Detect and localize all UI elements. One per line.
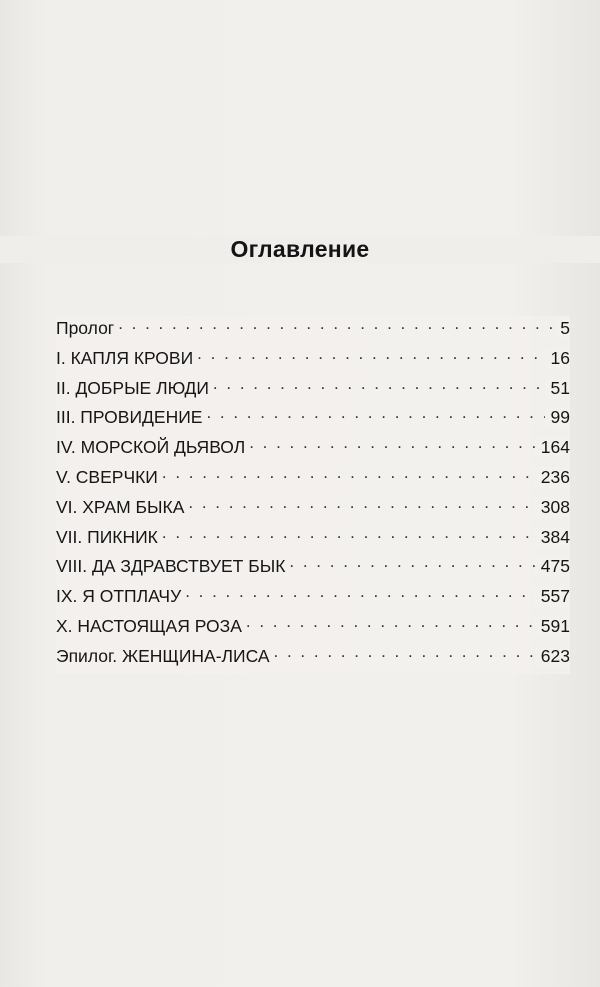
- toc-dot-leader: [197, 346, 544, 364]
- toc-entry-page: 164: [535, 437, 570, 458]
- toc-entry-title: Пролог: [56, 318, 115, 338]
- toc-entry-title: X. НАСТОЯЩАЯ РОЗА: [56, 615, 242, 636]
- toc-entry: [56, 495, 570, 525]
- toc-entry: [56, 435, 570, 465]
- toc-entry-title: V. СВЕРЧКИ: [56, 466, 158, 487]
- show-through-text-top: [40, 30, 582, 222]
- toc-entry: [56, 614, 570, 644]
- toc-heading: [0, 236, 600, 263]
- toc-entry-title: VI. ХРАМ БЫКА: [56, 496, 185, 517]
- toc-entry-title: II. ДОБРЫЕ ЛЮДИ: [56, 377, 209, 398]
- toc-entry: [56, 584, 570, 614]
- toc-entry: [56, 405, 570, 435]
- toc-dot-leader: [162, 525, 535, 543]
- toc-dot-leader: [162, 465, 535, 483]
- toc-entry-page: 99: [545, 407, 570, 428]
- toc-dot-leader: [188, 495, 534, 513]
- toc-entry-page: 236: [535, 467, 570, 488]
- toc-entry-title: III. ПРОВИДЕНИЕ: [56, 407, 203, 428]
- toc-entry-title: VIII. ДА ЗДРАВСТВУЕТ БЫК: [56, 556, 286, 577]
- toc-dot-leader: [185, 584, 535, 602]
- toc-heading-text: Оглавление: [216, 236, 383, 262]
- toc-dot-leader: [206, 405, 544, 423]
- toc-entry-title: I. КАПЛЯ КРОВИ: [56, 347, 194, 368]
- toc-entry: [56, 376, 570, 406]
- toc-entry-page: 308: [535, 497, 570, 518]
- toc-dot-leader: [246, 614, 535, 632]
- toc-entry-page: 384: [535, 527, 570, 548]
- toc-entry-page: 5: [554, 318, 570, 339]
- toc-entry-page: 591: [535, 616, 570, 637]
- toc-dot-leader: [274, 644, 535, 662]
- toc-entry: [56, 644, 570, 674]
- toc-entry-page: 557: [535, 586, 570, 607]
- toc-entry-page: 623: [535, 646, 570, 667]
- toc-dot-leader: [249, 435, 535, 453]
- toc-entry: [56, 316, 570, 346]
- toc-entry-title: IX. Я ОТПЛАЧУ: [56, 586, 182, 607]
- toc-entry-title: IV. МОРСКОЙ ДЬЯВОЛ: [56, 437, 246, 458]
- toc-entry: [56, 465, 570, 495]
- toc-dot-leader: [118, 316, 554, 334]
- toc-entry-page: 16: [545, 348, 570, 369]
- toc-entry-title: Эпилог. ЖЕНЩИНА-ЛИСА: [56, 645, 270, 666]
- toc-entry: [56, 346, 570, 376]
- toc-entry-page: 475: [535, 556, 570, 577]
- toc-dot-leader: [289, 554, 534, 572]
- toc-entry-title: VII. ПИКНИК: [56, 526, 158, 547]
- toc-entry-page: 51: [545, 378, 570, 399]
- toc-entry: [56, 554, 570, 584]
- toc-dot-leader: [213, 376, 545, 394]
- table-of-contents: [56, 316, 570, 674]
- toc-entry: [56, 525, 570, 555]
